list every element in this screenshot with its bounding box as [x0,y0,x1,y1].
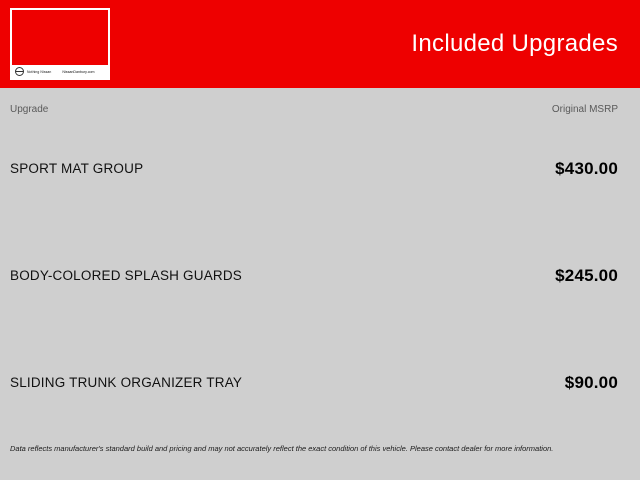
list-item [0,222,640,329]
page-title: Included Upgrades [411,30,618,57]
dealer-name: Nothing Nissan [27,69,52,74]
upgrades-list [0,115,640,436]
list-item [0,115,640,222]
column-header-msrp: Original MSRP [551,104,618,115]
upgrade-price: $90.00 [564,372,618,392]
dealer-logo-strip [12,65,108,78]
nissan-logo-icon [15,67,24,76]
disclaimer-text: Data reflects manufacturer's standard build and pricing and may not accurately reflect the exact condition of this vehicle. Please contact dealer for more information. [10,444,554,453]
upgrade-name: SPORT MAT GROUP [10,161,144,176]
column-header-upgrade: Upgrade [10,104,49,115]
upgrade-name: BODY-COLORED SPLASH GUARDS [10,268,243,283]
upgrade-price: $245.00 [555,265,618,285]
dealer-logo [10,8,110,80]
list-item [0,329,640,436]
upgrade-name: SLIDING TRUNK ORGANIZER TRAY [10,375,243,390]
dealer-website: NissanDanbury.com [62,69,95,74]
column-headers [0,88,640,115]
page-header [0,0,640,88]
upgrade-price: $430.00 [555,158,618,178]
